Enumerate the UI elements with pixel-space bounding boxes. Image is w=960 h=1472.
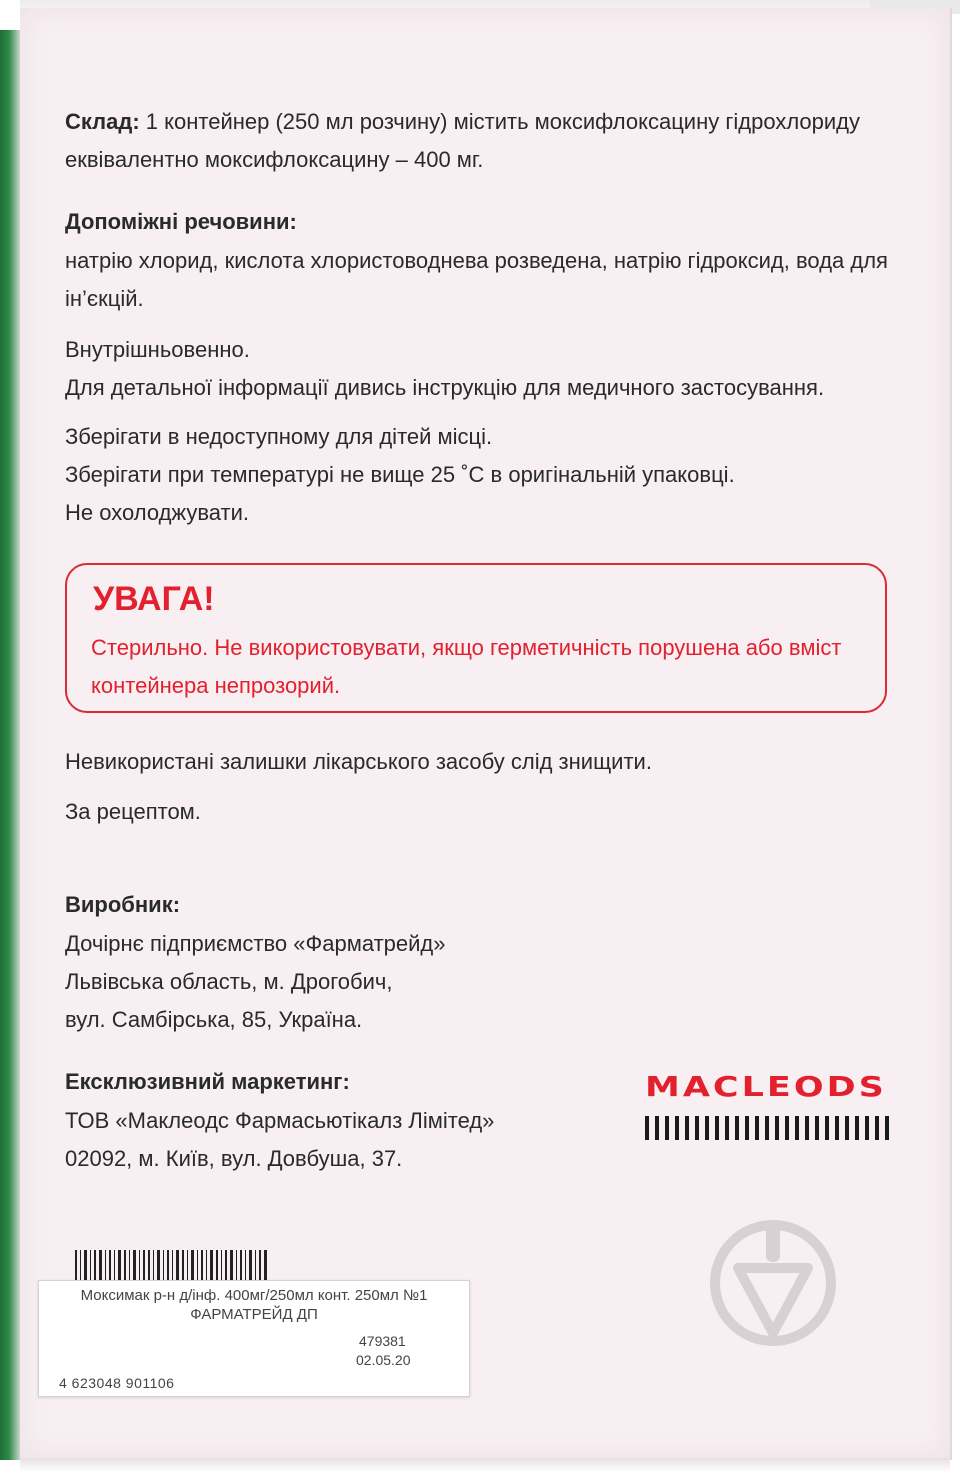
disposal-text: Невикористані залишки лікарського засобу слід знищити. xyxy=(65,749,652,774)
manufacturer-line-1: Дочірнє підприємство «Фарматрейд» xyxy=(65,931,446,956)
composition-line-1 xyxy=(65,103,860,141)
marketing-line-1: ТОВ «Маклеодс Фармасьютікалз Лімітед» xyxy=(65,1108,495,1133)
sticker-date: 02.05.20 xyxy=(356,1352,411,1368)
marketing-title: Ексклюзивний маркетинг: xyxy=(65,1069,350,1094)
manufacturer-line-2: Львівська область, м. Дрогобич, xyxy=(65,969,393,994)
administration-line-2: Для детальної інформації дивись інструкцію для медичного застосування. xyxy=(65,375,825,400)
recycling-icon xyxy=(708,1218,838,1348)
box-bottom-edge xyxy=(20,1458,950,1472)
warning-line-2: контейнера непрозорий. xyxy=(91,673,341,698)
sticker-manufacturer: ФАРМАТРЕЙД ДП xyxy=(190,1306,318,1323)
prescription-text: За рецептом. xyxy=(65,799,201,824)
macleods-logo xyxy=(645,1072,895,1145)
box-side-edge xyxy=(0,30,20,1460)
excipients-line-1: натрію хлорид, кислота хлористоводнева розведена, натрію гідроксид, вода для xyxy=(65,248,888,273)
manufacturer-line-3: вул. Самбірська, 85, Україна. xyxy=(65,1007,363,1032)
manufacturer-title: Виробник: xyxy=(65,892,181,917)
logo-wordmark: MACLEODS xyxy=(645,1072,887,1104)
logo-bars xyxy=(645,1116,890,1140)
warning-text xyxy=(91,629,871,705)
sticker-product: Моксимак р-н д/інф. 400мг/250мл конт. 250мл №1 xyxy=(80,1287,428,1304)
composition-label: Склад: xyxy=(65,109,140,134)
storage-line-3: Не охолоджувати. xyxy=(65,500,250,525)
pharmacy-sticker xyxy=(38,1280,470,1397)
administration-line-1: Внутрішньовенно. xyxy=(65,337,250,362)
composition-text: 1 контейнер (250 мл розчину) містить моксифлоксацину гідрохлориду xyxy=(139,109,861,134)
warning-box xyxy=(65,563,887,713)
storage-line-1: Зберігати в недоступному для дітей місці. xyxy=(65,424,493,449)
excipients-line-2: ін’єкцій. xyxy=(65,286,144,311)
warning-line-1: Стерильно. Не використовувати, якщо герметичність порушена або вміст xyxy=(91,635,842,660)
marketing-line-2: 02092, м. Київ, вул. Довбуша, 37. xyxy=(65,1146,403,1171)
warning-title: УВАГА! xyxy=(93,580,215,618)
sticker-ean: 4 623048 901106 xyxy=(59,1375,175,1391)
storage-line-2: Зберігати при температурі не вище 25 ˚С в оригінальній упаковці. xyxy=(65,462,735,487)
composition-line-2: еквівалентно моксифлоксацину – 400 мг. xyxy=(65,147,484,172)
sticker-code: 479381 xyxy=(359,1333,406,1349)
excipients-title: Допоміжні речовини: xyxy=(65,209,297,234)
